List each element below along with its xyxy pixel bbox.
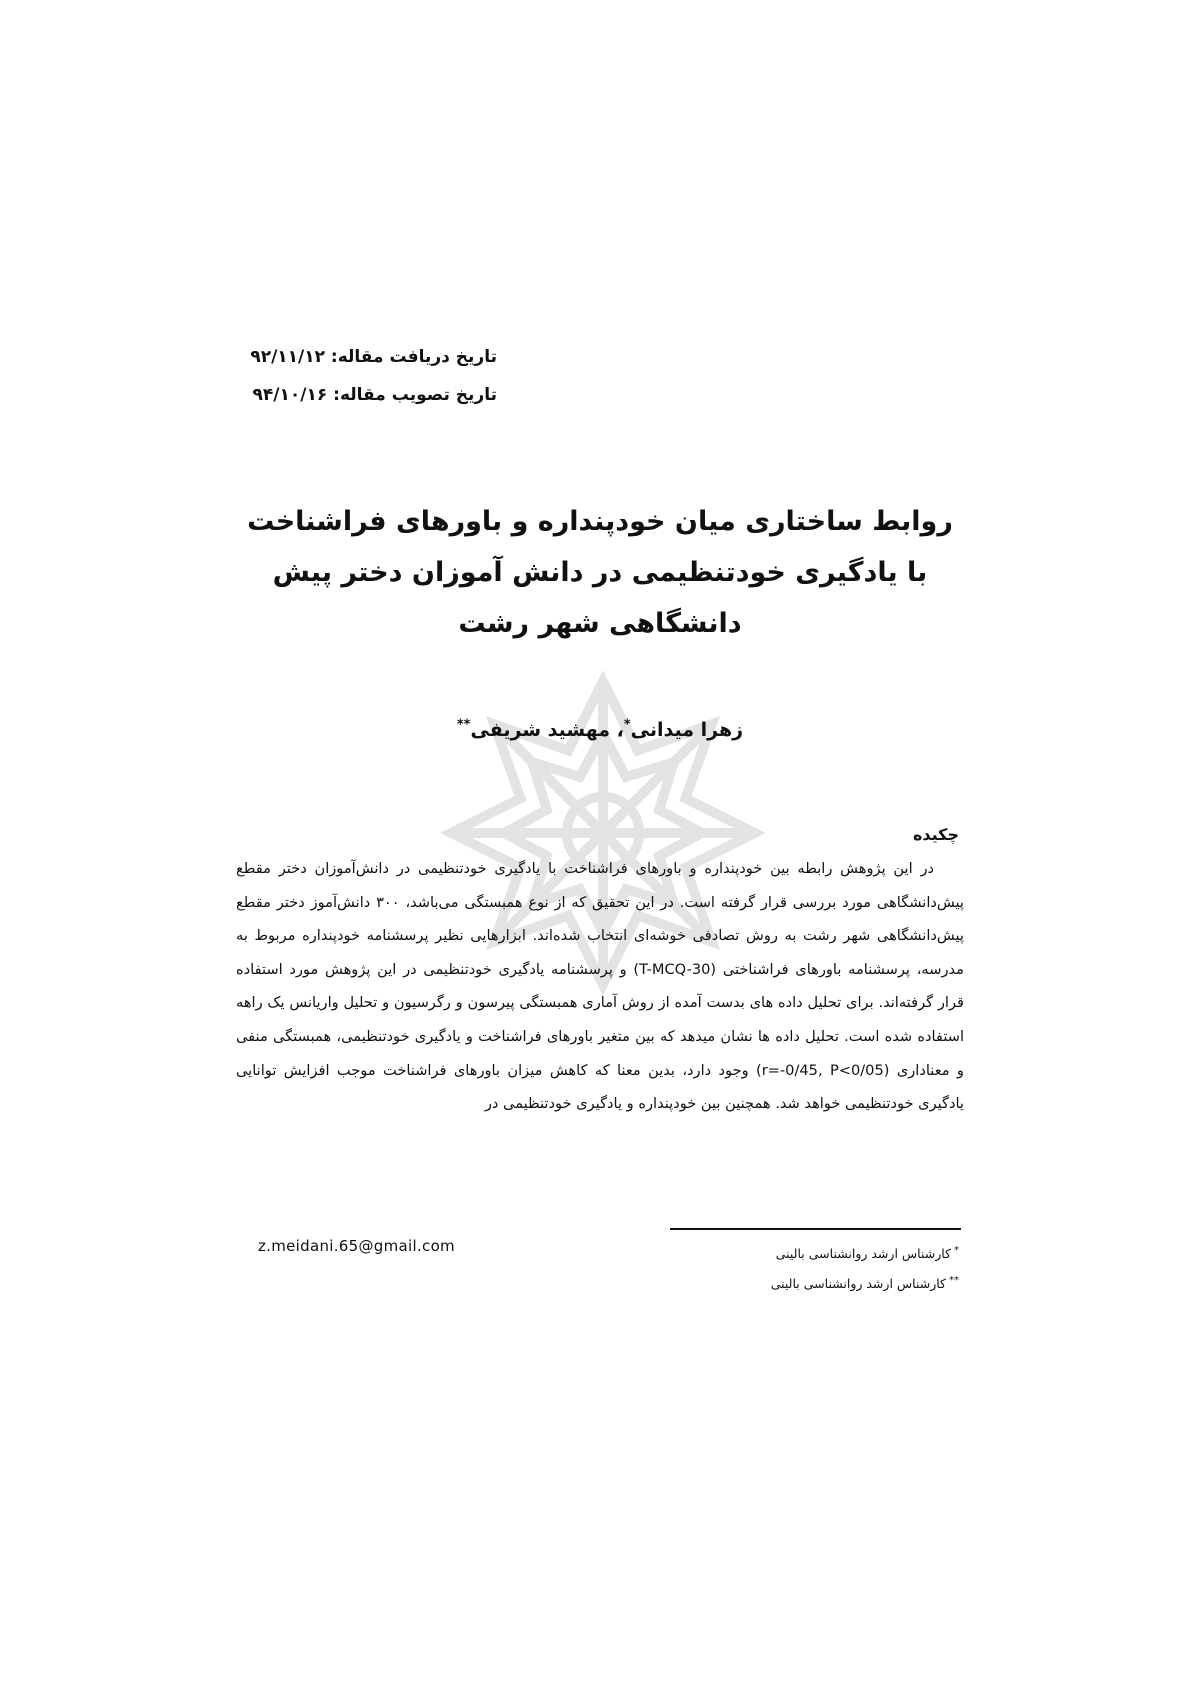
footnote-1	[771, 1237, 959, 1267]
author-2	[457, 719, 610, 741]
author-1-name: زهرا میدانی	[630, 719, 744, 742]
footnote-1-text: کارشناس ارشد روانشناسی بالینی	[775, 1246, 951, 1262]
author-separator: ،	[610, 719, 624, 742]
footnote-2-mark: **	[949, 1275, 959, 1287]
abstract-heading: چکیده	[912, 825, 959, 844]
abstract	[236, 852, 964, 1121]
paper-title: روابط ساختاری میان خودپنداره و باورهای فراشناخت با یادگیری خودتنظیمی در دانش آموزان دختر پیش دانشگاهی شهر رشت	[247, 506, 953, 639]
footnote-1-mark: *	[954, 1245, 959, 1256]
footnote-divider	[670, 1228, 961, 1230]
approved-date-value: ۹۴/۱۰/۱۶	[252, 385, 328, 405]
author-2-mark: **	[456, 718, 471, 733]
authors	[300, 712, 900, 744]
author-2-name: مهشید شریفی	[470, 719, 611, 742]
abstract-text: در این پژوهش رابطه بین خودپنداره و باورهای فراشناخت با یادگیری خودتنظیمی در دانش‌آموزان دختر مقطع پیش‌دانشگاهی مورد بررسی قرار گرفته است. در این تحقیق که از نوع همبستگی می‌باشد، ۳۰۰ دانش‌آموز دختر مقطع پیش‌دانشگاهی شهر رشت به روش تصادفی خوشه‌ای انتخاب شده‌اند. ابزارهایی نظیر پرسشنامه خودپنداره مربوط به مدرسه، پرسشنامه باورهای فراشناختی (T-MCQ-30) و پرسشنامه یادگیری خودتنظیمی در این پژوهش مورد استفاده قرار گرفته‌اند. برای تحلیل داده های بدست آمده از روش آماری همبستگی پیرسون و رگرسیون و تحلیل واریانس یک راهه استفاده شده است. تحلیل داده ها نشان میدهد که بین متغیر باورهای فراشناخت و یادگیری خودتنظیمی، همبستگی منفی و معناداری (r=-0/45, P<0/05) وجود دارد، بدین معنا که کاهش میزان باورهای فراشناخت موجب افزایش توانایی یادگیری خودتنظیمی خواهد شد. همچنین بین خودپنداره و یادگیری خودتنظیمی در	[236, 860, 964, 1113]
footnote-2	[771, 1267, 959, 1297]
footnote-2-text: کارشناس ارشد روانشناسی بالینی	[770, 1276, 946, 1292]
author-email: z.meidani.65@gmail.com	[258, 1237, 455, 1255]
approved-date-label: تاریخ تصویب مقاله:	[333, 385, 497, 405]
received-date	[250, 338, 497, 376]
author-1	[624, 719, 743, 741]
received-date-value: ۹۲/۱۱/۱۲	[250, 347, 325, 367]
article-dates	[250, 338, 497, 414]
author-1-mark: *	[623, 718, 631, 733]
received-date-label: تاریخ دریافت مقاله:	[330, 347, 497, 367]
footnotes	[771, 1237, 959, 1297]
approved-date	[250, 376, 497, 414]
